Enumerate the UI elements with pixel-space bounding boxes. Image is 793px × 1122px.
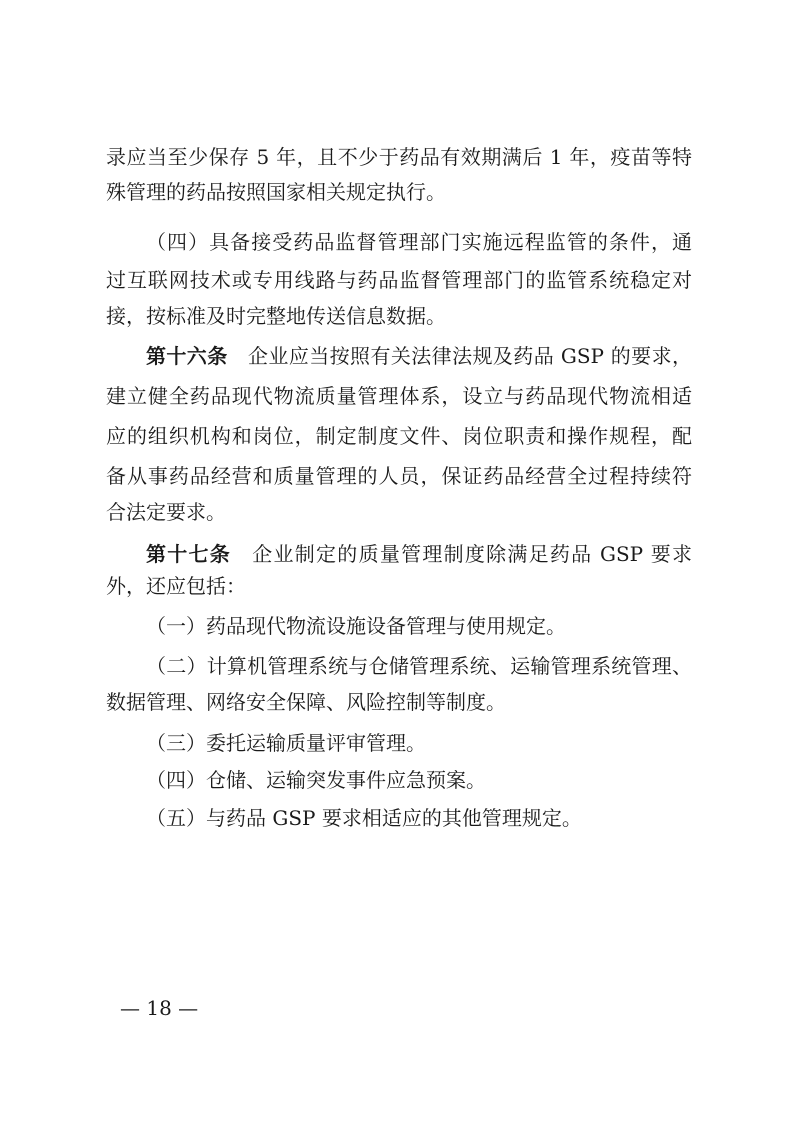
article-16-first-line: [146, 344, 692, 368]
text-line: 接，按标准及时完整地传送信息数据。: [106, 304, 446, 328]
text-line: （四）仓储、运输突发事件应急预案。: [146, 768, 486, 792]
text-line: 应的组织机构和岗位，制定制度文件、岗位职责和操作规程，配: [106, 424, 692, 448]
text-line: 备从事药品经营和质量管理的人员，保证药品经营全过程持续符: [106, 464, 692, 488]
text-line: （四）具备接受药品监督管理部门实施远程监管的条件，通: [146, 230, 692, 254]
text-line: （一）药品现代物流设施设备管理与使用规定。: [146, 614, 566, 638]
text-segment: 企业制定的质量管理制度除满足药品 GSP 要求: [251, 542, 692, 566]
text-line: （三）委托运输质量评审管理。: [146, 731, 426, 755]
article-17-heading: 第十七条: [146, 542, 232, 566]
text-segment: 企业应当按照有关法律法规及药品 GSP 的要求，: [247, 344, 692, 368]
article-16-heading: 第十六条: [146, 344, 228, 368]
text-line: （二）计算机管理系统与仓储管理系统、运输管理系统管理、: [146, 654, 692, 678]
text-line: 录应当至少保存 5 年，且不少于药品有效期满后 1 年，疫苗等特: [106, 145, 692, 169]
article-17-first-line: [146, 542, 692, 566]
text-line: 过互联网技术或专用线路与药品监督管理部门的监管系统稳定对: [106, 268, 692, 292]
text-line: 数据管理、网络安全保障、风险控制等制度。: [106, 690, 506, 714]
text-line: 外，还应包括：: [106, 574, 246, 598]
text-line: 殊管理的药品按照国家相关规定执行。: [106, 180, 446, 204]
text-line: 建立健全药品现代物流质量管理体系，设立与药品现代物流相适: [106, 384, 692, 408]
page-number: — 18 —: [120, 996, 199, 1020]
text-line: （五）与药品 GSP 要求相适应的其他管理规定。: [146, 806, 582, 830]
text-line: 合法定要求。: [106, 500, 226, 524]
